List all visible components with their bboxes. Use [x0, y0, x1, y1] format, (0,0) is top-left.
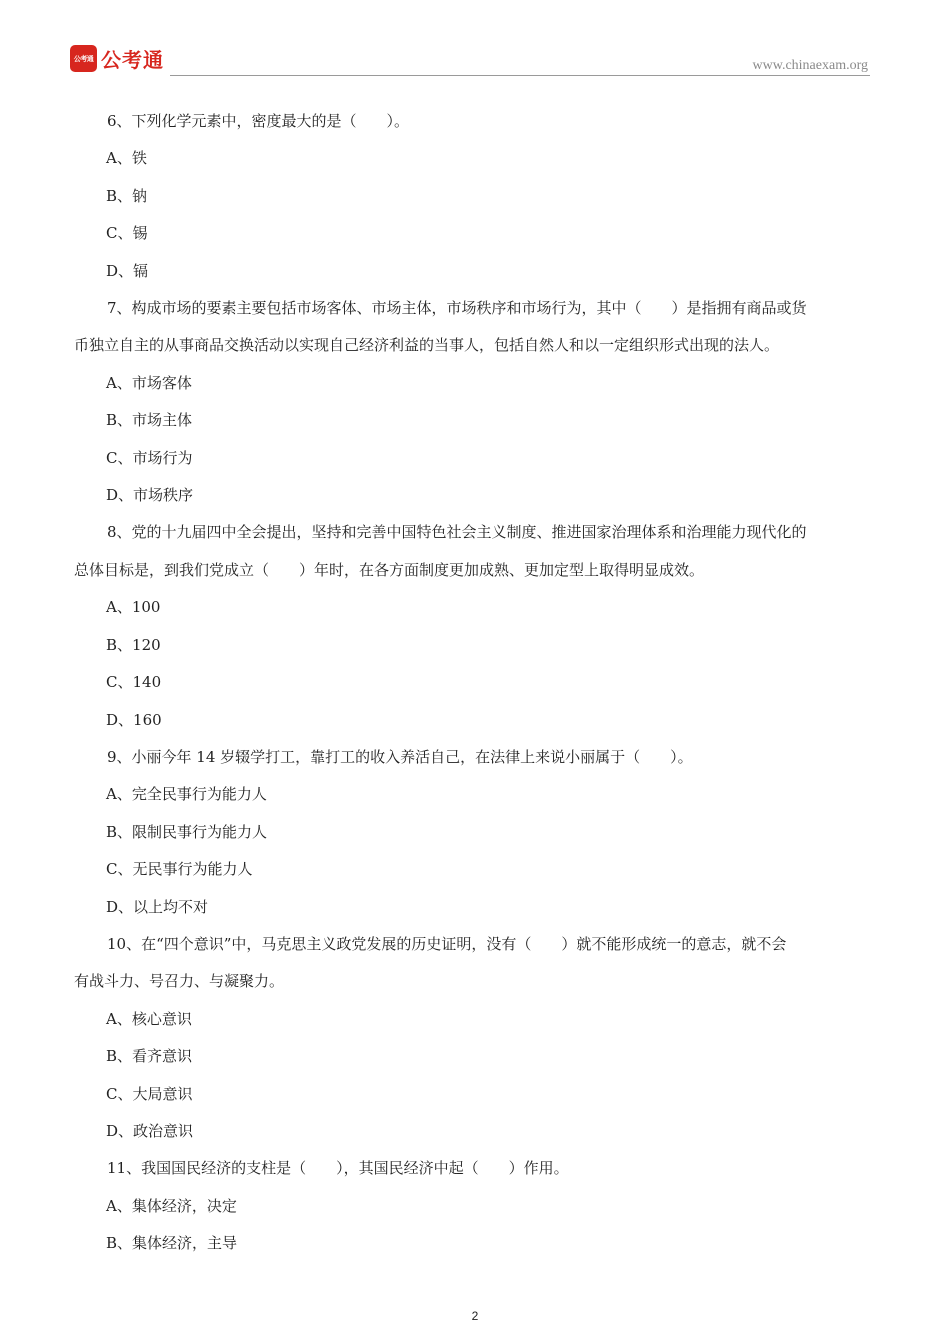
question-text: 6、下列化学元素中，密度最大的是（ ）。 — [107, 112, 410, 130]
option-d: D、镉 — [106, 261, 149, 280]
site-url[interactable]: www.chinaexam.org — [752, 58, 868, 73]
question-8 — [74, 514, 878, 738]
question-6 — [74, 103, 878, 290]
option-b: B、120 — [106, 635, 161, 654]
option-b: B、集体经济，主导 — [106, 1234, 238, 1253]
logo-text: 公考通 — [101, 48, 164, 72]
question-text-continued: 币独立自主的从事商品交换活动以实现自己经济利益的当事人，包括自然人和以一定组织形式出现的法人。 — [74, 336, 780, 355]
question-text: 7、构成市场的要素主要包括市场客体、市场主体，市场秩序和市场行为，其中（ ）是指拥有商品或货 — [107, 299, 807, 318]
question-text: 10、在“四个意识”中，马克思主义政党发展的历史证明，没有（ ）就不能形成统一的意志，就不会 — [107, 934, 787, 953]
option-c: C、锡 — [106, 224, 148, 243]
logo[interactable] — [70, 44, 164, 73]
header-divider — [170, 75, 870, 76]
option-b: B、限制民事行为能力人 — [106, 822, 268, 841]
option-d: D、以上均不对 — [106, 897, 209, 916]
page-header — [70, 44, 870, 76]
option-c: C、大局意识 — [106, 1084, 193, 1103]
question-11 — [74, 1150, 878, 1262]
question-9 — [74, 739, 878, 926]
option-d: D、市场秩序 — [106, 486, 194, 505]
question-text: 9、小丽今年 14 岁辍学打工，靠打工的收入养活自己，在法律上来说小丽属于（ ）。 — [107, 747, 693, 766]
option-b: B、钠 — [106, 186, 148, 205]
option-c: C、140 — [106, 673, 162, 692]
option-a: A、完全民事行为能力人 — [106, 785, 267, 804]
question-10 — [74, 926, 878, 1150]
option-a: A、市场客体 — [106, 373, 192, 392]
option-d: D、政治意识 — [106, 1121, 194, 1140]
question-text-continued: 有战斗力、号召力、与凝聚力。 — [74, 972, 285, 991]
question-text: 11、我国国民经济的支柱是（ ），其国民经济中起（ ）作用。 — [107, 1159, 569, 1178]
option-c: C、无民事行为能力人 — [106, 860, 253, 879]
option-b: B、市场主体 — [106, 411, 193, 430]
option-a: A、核心意识 — [106, 1009, 192, 1028]
option-a: A、100 — [106, 598, 161, 617]
logo-badge-icon: 公考通 — [70, 45, 97, 72]
question-text: 8、党的十九届四中全会提出，坚持和完善中国特色社会主义制度、推进国家治理体系和治理能力现代化的 — [107, 523, 807, 542]
option-c: C、市场行为 — [106, 448, 193, 467]
option-a: A、铁 — [106, 149, 147, 168]
question-text-continued: 总体目标是，到我们党成立（ ）年时，在各方面制度更加成熟、更加定型上取得明显成效。 — [74, 560, 705, 579]
option-b: B、看齐意识 — [106, 1047, 193, 1066]
option-d: D、160 — [106, 710, 162, 729]
question-list — [74, 103, 878, 1263]
page-number: 2 — [471, 1309, 479, 1323]
option-a: A、集体经济，决定 — [106, 1196, 237, 1215]
question-7 — [74, 290, 878, 514]
